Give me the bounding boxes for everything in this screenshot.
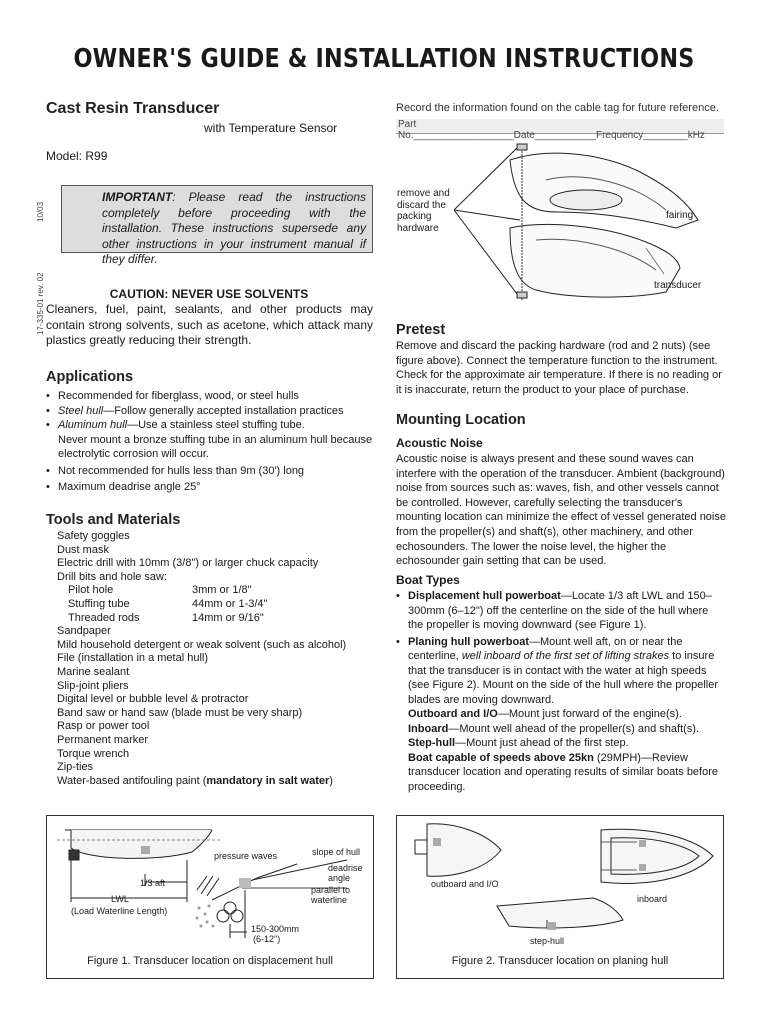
figure-1 bbox=[46, 815, 374, 979]
list-item: Mild household detergent or weak solvent (such as alcohol) bbox=[57, 638, 347, 651]
deadrise-angle-label: deadrise angle bbox=[328, 863, 363, 883]
parallel-to-waterline-label: parallel to waterline bbox=[311, 885, 351, 905]
doc-date-code: 10/03 bbox=[36, 201, 45, 222]
one-third-aft-label: 1/3 aft bbox=[140, 878, 166, 888]
caution-heading: CAUTION: NEVER USE SOLVENTS bbox=[109, 287, 309, 301]
drill-bit-row: Pilot hole 3mm or 1/8" bbox=[68, 584, 252, 597]
list-item: Band saw or hand saw (blade must be very sharp) bbox=[57, 706, 303, 719]
drill-bit-row: Threaded rods 14mm or 9/16" bbox=[68, 611, 264, 624]
list-item: • Steel hull—Follow generally accepted installation practices bbox=[46, 404, 376, 419]
acoustic-noise-heading: Acoustic Noise bbox=[396, 436, 483, 450]
boat-types-heading: Boat Types bbox=[396, 573, 460, 587]
list-item: • Recommended for fiberglass, wood, or steel hulls bbox=[46, 389, 376, 404]
list-item: Sandpaper bbox=[57, 625, 111, 638]
boat-types-list bbox=[396, 589, 722, 794]
drill-bit-row: Stuffing tube 44mm or 1-3/4" bbox=[68, 597, 268, 610]
important-label: IMPORTANT bbox=[102, 190, 173, 204]
list-item: Digital level or bubble level & protractor bbox=[57, 693, 249, 706]
product-name: Cast Resin Transducer bbox=[46, 100, 220, 117]
remove-hardware-label: remove and discard the packing hardware bbox=[397, 188, 450, 234]
important-notice bbox=[61, 185, 373, 266]
applications-list bbox=[46, 389, 376, 495]
lwl-label: LWL bbox=[111, 894, 129, 904]
slope-of-hull-label: slope of hull bbox=[312, 847, 361, 857]
inboard-label: inboard bbox=[637, 894, 668, 904]
list-item: • Planing hull powerboat—Mount well aft, on or near the centerline, well inboard of the first set of lifting strakes to insure that the transducer is in contact with the water at high speeds (see Figure 2). Mount on the side of the hull where the propeller blades are moving downward. Outboard and I/O—Mount just forward of the engine(s). Inboard—Mount well ahead of the propeller(s) and shaft(s). Step-hull—Mount just ahead of the first step. Boat capable of speeds above 25kn (29MPH)—Review transducer location and operating results of similar boats before proceeding. bbox=[396, 635, 722, 795]
caution-text: Cleaners, fuel, paint, sealants, and other products may contain strong solvents, such as acetone, which attack many plastics greatly reducing their strength. bbox=[46, 302, 373, 347]
distance-in-label: (6-12") bbox=[253, 934, 281, 944]
tools-heading: Tools and Materials bbox=[46, 512, 181, 528]
list-item: Water-based antifouling paint (mandatory in salt water) bbox=[57, 774, 333, 787]
list-item: Marine sealant bbox=[57, 665, 130, 678]
distance-mm-label: 150-300mm bbox=[251, 924, 300, 934]
important-text: : Please read the instructions completely before proceeding with the installation. These instructions supersede any other instructions in your instrument manual if they differ. bbox=[102, 190, 366, 266]
list-item: Slip-joint pliers bbox=[57, 679, 129, 692]
pretest-text: Remove and discard the packing hardware (rod and 2 nuts) (see figure above). Connect the temperature function to the instrument. Check for the approximate air temperature. If there is no reading or it is inaccurate, return the product to your place of purchase. bbox=[396, 340, 722, 396]
lwl-full-label: (Load Waterline Length) bbox=[71, 906, 168, 916]
cable-tag-fields: Part No.__________________Date___________Frequency________kHz bbox=[396, 119, 724, 134]
list-item: Rasp or power tool bbox=[57, 720, 150, 733]
fairing-label: fairing bbox=[666, 210, 694, 221]
list-item: Dust mask bbox=[57, 543, 109, 556]
step-hull-label: step-hull bbox=[530, 936, 565, 946]
list-item: Drill bits and hole saw: bbox=[57, 570, 168, 583]
acoustic-noise-text: Acoustic noise is always present and these sound waves can interfere with the operation of the transducer. Ambient (background) noise from sources such as: waves, fish, and other vessels cannot be controlled. However, carefully selecting the transducer's mounting location can minimize the effect of vessel generated noise from the propeller(s) and shaft(s), other machinery, and other echosounders. The lower the noise level, the higher the echosounder gain setting that can be used. bbox=[396, 453, 726, 568]
pressure-waves-label: pressure waves bbox=[214, 851, 278, 861]
figure-2 bbox=[396, 815, 724, 979]
tools-list bbox=[57, 530, 377, 788]
list-item: Zip-ties bbox=[57, 761, 94, 774]
cable-tag-note: Record the information found on the cable tag for future reference. bbox=[396, 102, 719, 114]
list-item: • Maximum deadrise angle 25° bbox=[46, 480, 376, 495]
model-number: Model: R99 bbox=[46, 149, 108, 163]
list-item: • Not recommended for hulls less than 9m (30') long bbox=[46, 464, 376, 479]
list-item: Permanent marker bbox=[57, 733, 149, 746]
list-item: • Aluminum hull—Use a stainless steel stuffing tube. Never mount a bronze stuffing tube in an aluminum hull because electrolytic corrosion will occur. bbox=[46, 418, 376, 462]
list-item: • Displacement hull powerboat—Locate 1/3 aft LWL and 150–300mm (6–12") off the centerline on the side of the hull where the propeller is moving downward (see Figure 1). bbox=[396, 589, 722, 633]
applications-heading: Applications bbox=[46, 369, 134, 385]
pretest-heading: Pretest bbox=[396, 322, 446, 338]
product-subtitle: with Temperature Sensor bbox=[204, 121, 338, 135]
transducer-label: transducer bbox=[654, 280, 702, 291]
list-item: Torque wrench bbox=[57, 747, 130, 760]
figure-1-caption: Figure 1. Transducer location on displacement hull bbox=[87, 955, 333, 967]
mounting-heading: Mounting Location bbox=[396, 412, 526, 428]
page-title: OWNER'S GUIDE & INSTALLATION INSTRUCTIONS bbox=[73, 44, 695, 74]
list-item: File (installation in a metal hull) bbox=[57, 652, 209, 665]
outboard-io-label: outboard and I/O bbox=[431, 879, 499, 889]
list-item: Safety goggles bbox=[57, 530, 130, 542]
doc-part-code: 17-335-01 rev. 02 bbox=[36, 272, 45, 335]
list-item: Electric drill with 10mm (3/8") or larger chuck capacity bbox=[57, 557, 319, 570]
figure-2-caption: Figure 2. Transducer location on planing hull bbox=[451, 955, 669, 967]
